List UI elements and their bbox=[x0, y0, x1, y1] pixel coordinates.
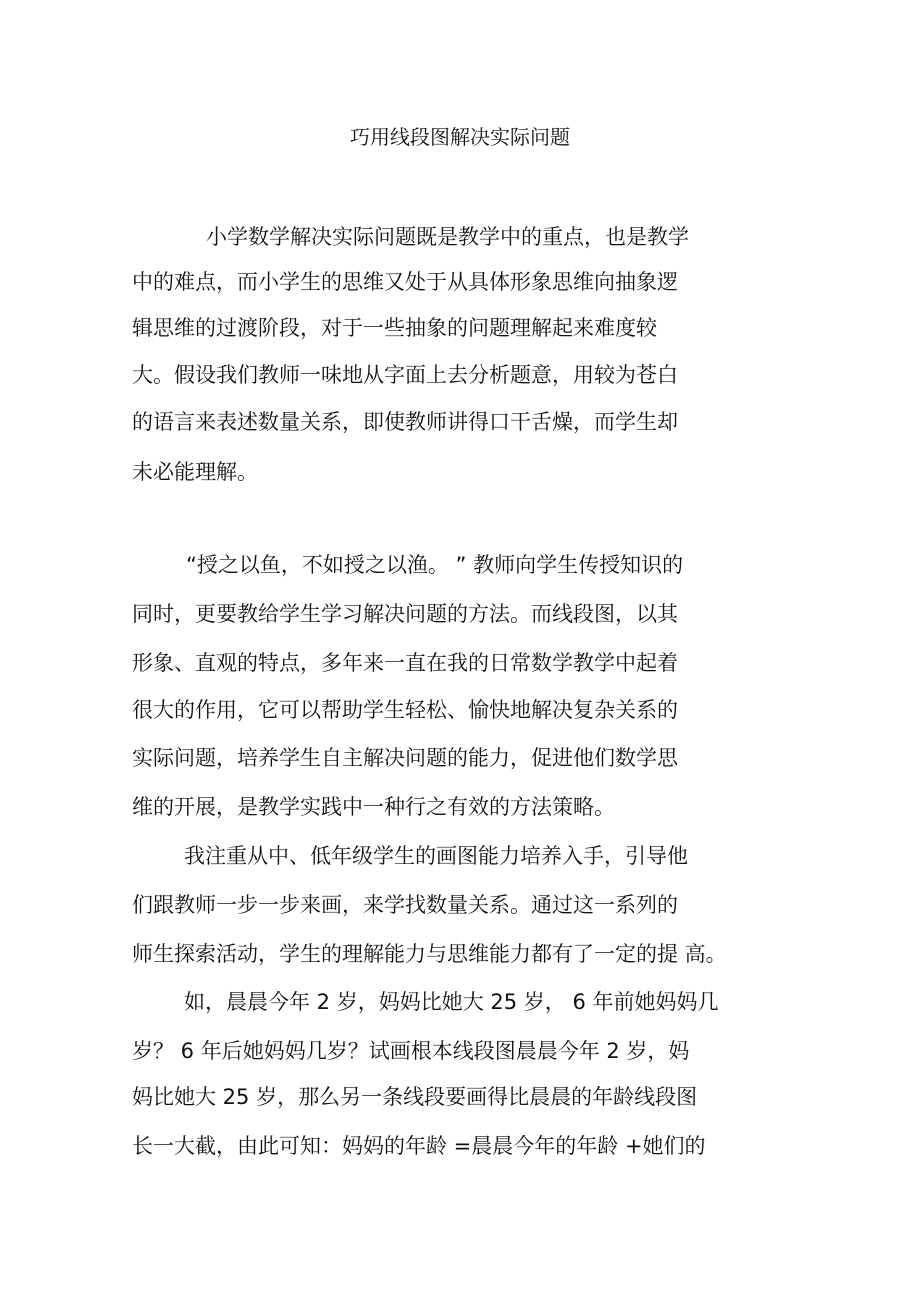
paragraph-line: 辑思维的过渡阶段，对于一些抽象的问题理解起来难度较 bbox=[132, 316, 657, 340]
paragraph-line: 形象、直观的特点，多年来一直在我的日常数学教学中起着 bbox=[132, 651, 678, 675]
paragraph-line: 如，晨晨今年 2 岁，妈妈比她大 25 岁， 6 年前她妈妈几 bbox=[184, 990, 719, 1014]
paragraph-line: 实际问题，培养学生自主解决问题的能力，促进他们数学思 bbox=[132, 746, 678, 770]
paragraph-line: 师生探索活动，学生的理解能力与思维能力都有了一定的提 高。 bbox=[132, 942, 727, 966]
paragraph-line: 们跟教师一步一步来画，来学找数量关系。通过这一系列的 bbox=[132, 893, 678, 917]
paragraph-line: 长一大截，由此可知：妈妈的年龄 =晨晨今年的年龄 +她们的 bbox=[132, 1134, 706, 1158]
paragraph-line: 的语言来表述数量关系，即使教师讲得口干舌燥，而学生却 bbox=[132, 410, 678, 434]
paragraph-line: 维的开展，是教学实践中一种行之有效的方法策略。 bbox=[132, 795, 615, 819]
paragraph-line: 中的难点，而小学生的思维又处于从具体形象思维向抽象逻 bbox=[132, 270, 678, 294]
paragraph-line: “授之以鱼，不如授之以渔。 ” 教师向学生传授知识的 bbox=[186, 553, 684, 577]
paragraph-line: 小学数学解决实际问题既是教学中的重点，也是教学 bbox=[206, 225, 689, 249]
document-title: 巧用线段图解决实际问题 bbox=[350, 125, 570, 149]
paragraph-line: 大。假设我们教师一味地从字面上去分析题意，用较为苍白 bbox=[132, 363, 678, 387]
paragraph-line: 我注重从中、低年级学生的画图能力培养入手，引导他 bbox=[184, 844, 688, 868]
paragraph-line: 很大的作用，它可以帮助学生轻松、愉快地解决复杂关系的 bbox=[132, 698, 678, 722]
paragraph-line: 岁？ 6 年后她妈妈几岁？试画根本线段图晨晨今年 2 岁，妈 bbox=[132, 1039, 690, 1063]
paragraph-line: 同时，更要教给学生学习解决问题的方法。而线段图，以其 bbox=[132, 602, 678, 626]
paragraph-line: 未必能理解。 bbox=[132, 460, 258, 484]
paragraph-line: 妈比她大 25 岁，那么另一条线段要画得比晨晨的年龄线段图 bbox=[132, 1085, 698, 1109]
